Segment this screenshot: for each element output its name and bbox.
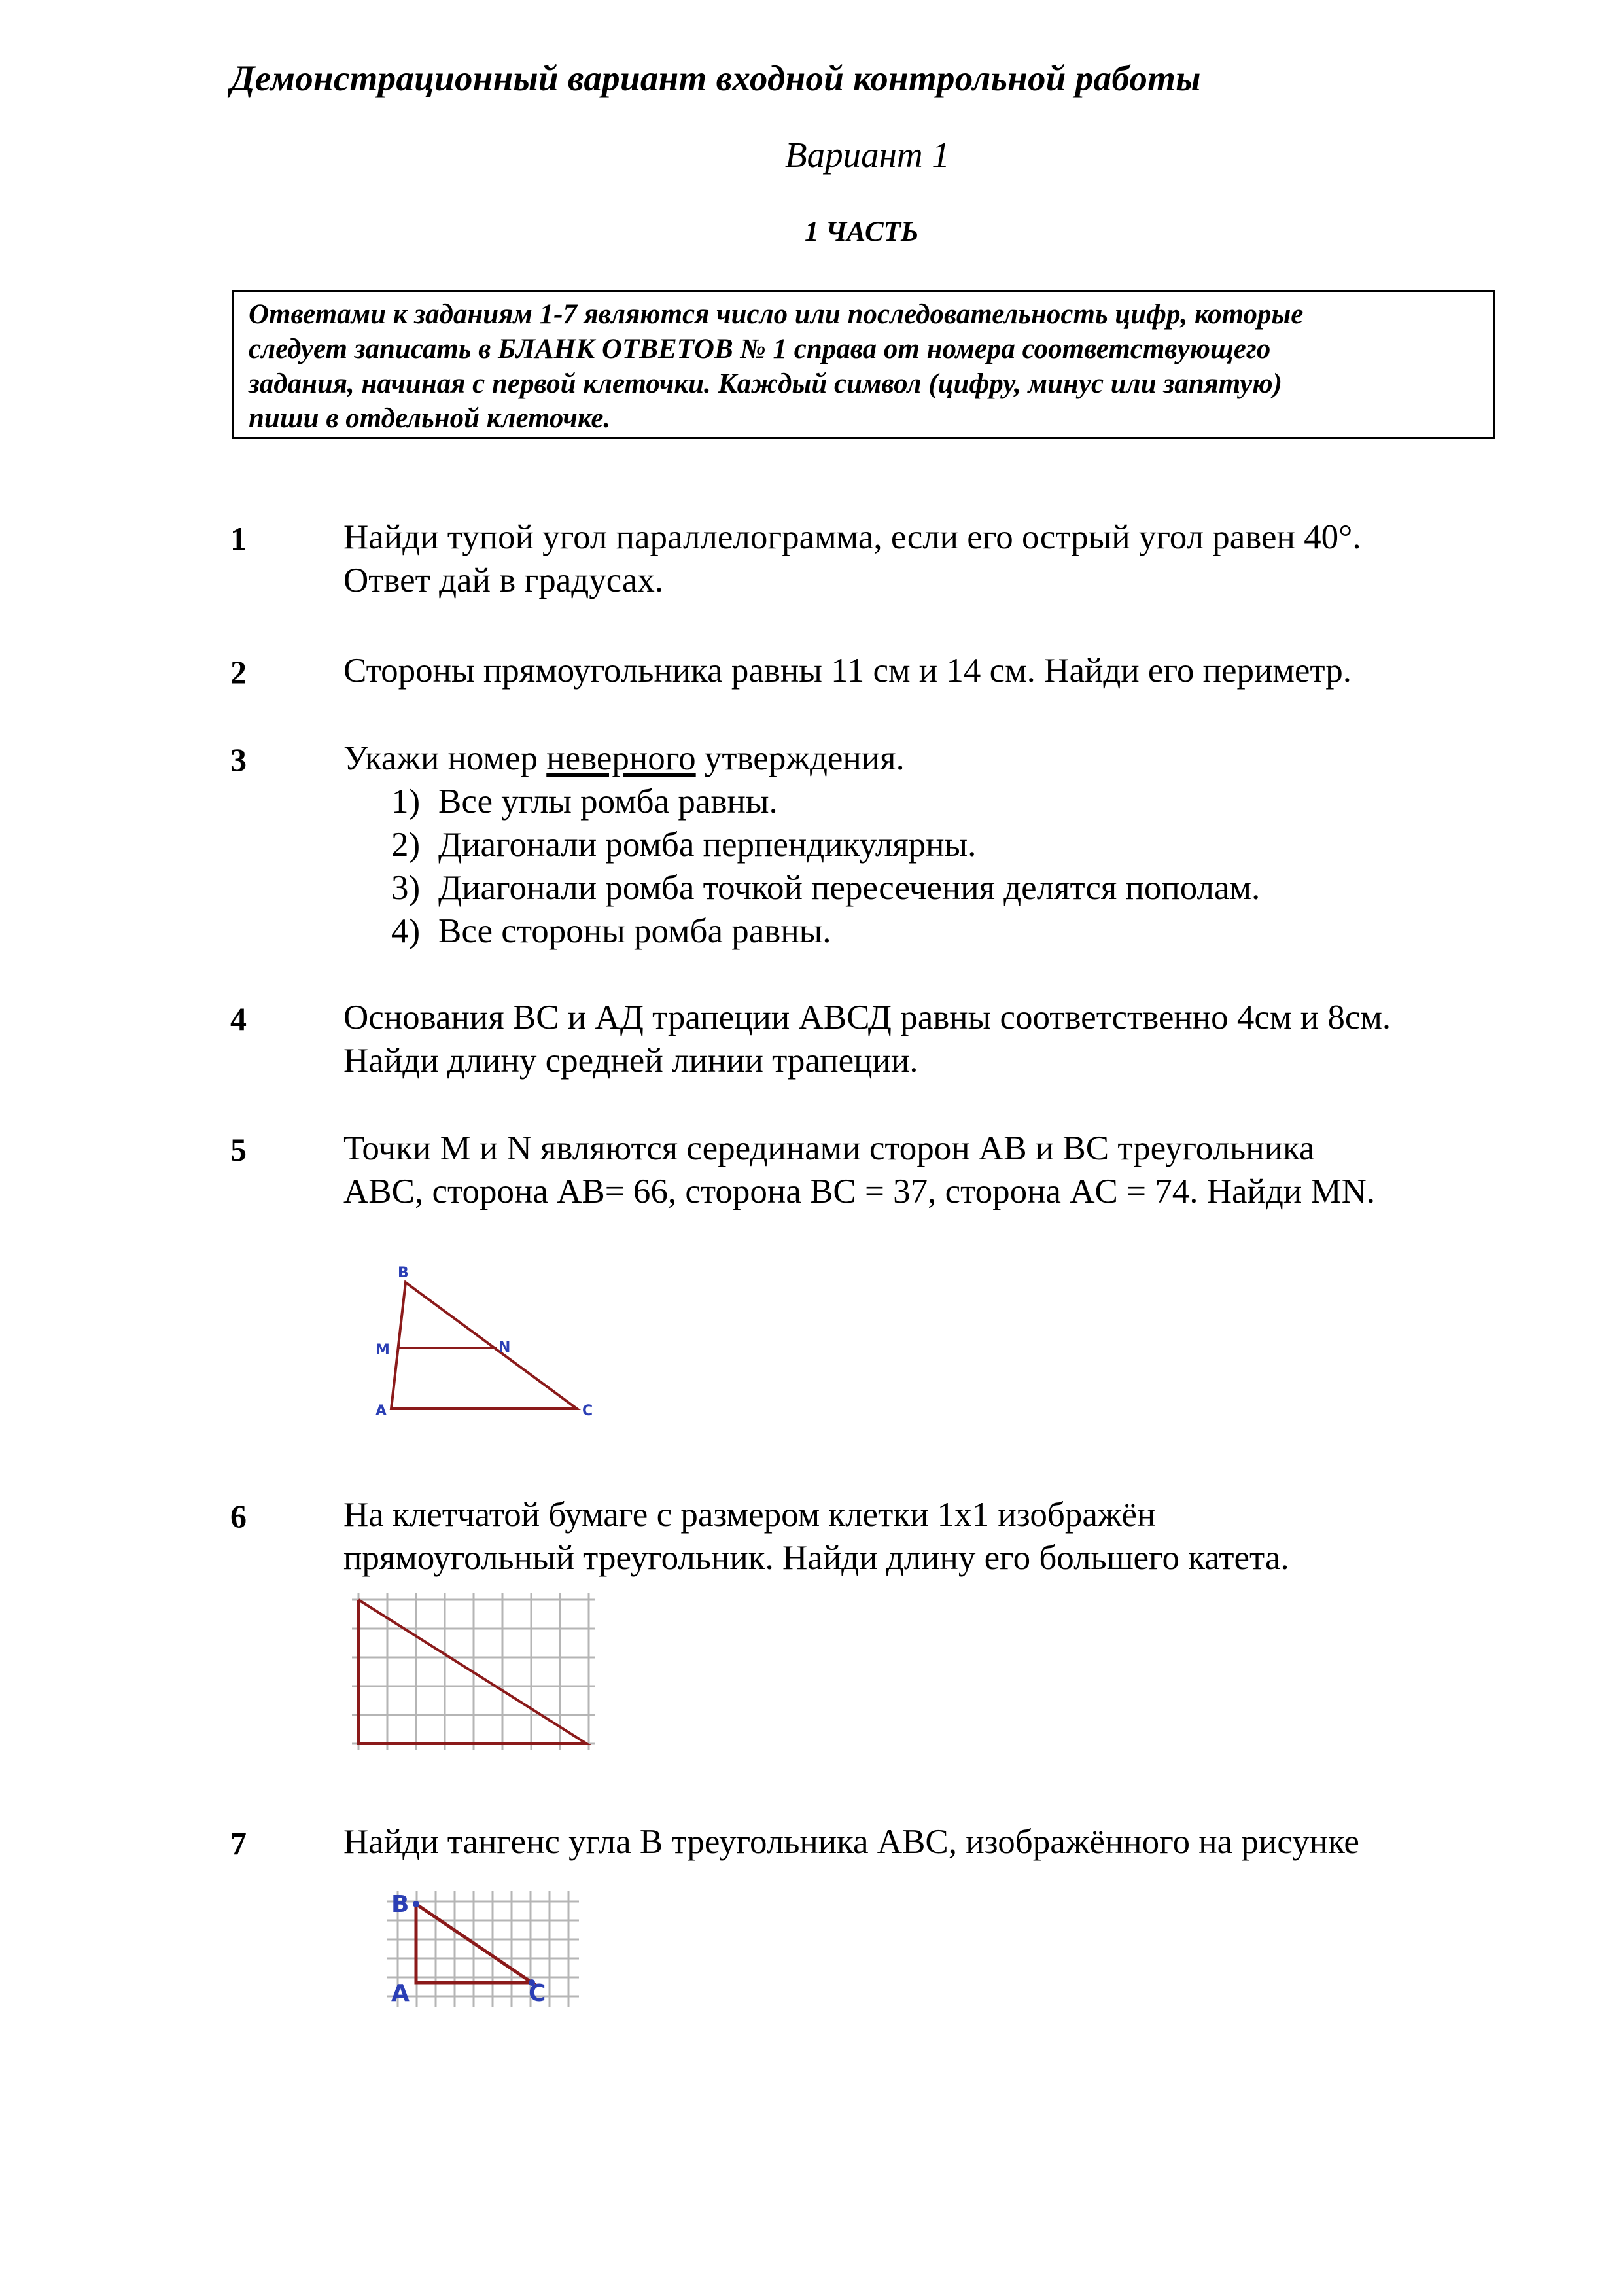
question-number-7: 7: [230, 1825, 247, 1862]
option-text: Все углы ромба равны.: [438, 783, 778, 821]
question-line: На клетчатой бумаге с размером клетки 1x1 изображён: [343, 1496, 1156, 1534]
label-m: M: [375, 1342, 390, 1358]
question-number-5: 5: [230, 1131, 247, 1168]
label-a: A: [375, 1403, 387, 1419]
label-c: C: [529, 1980, 546, 2007]
instructions-line: задания, начиная с первой клеточки. Каждый символ (цифру, минус или запятую): [249, 368, 1282, 399]
question-line: прямоугольный треугольник. Найди длину его большего катета.: [343, 1539, 1289, 1577]
question-line: Найди тупой угол параллелограмма, если его острый угол равен 40°.: [343, 518, 1361, 556]
instructions-line: следует записать в БЛАНК ОТВЕТОВ № 1 справа от номера соответствующего: [249, 334, 1271, 364]
vertex-b: [413, 1901, 419, 1907]
option-number: 3): [391, 869, 421, 907]
label-b: B: [391, 1891, 410, 1918]
question-line: Стороны прямоугольника равны 11 см и 14 см. Найди его периметр.: [343, 652, 1352, 690]
instructions-line: Ответами к заданиям 1-7 являются число или последовательность цифр, которые: [249, 299, 1304, 330]
instructions-line: пиши в отдельной клеточке.: [249, 403, 611, 434]
label-c: C: [582, 1403, 593, 1419]
label-b: B: [398, 1265, 409, 1281]
variant-heading: Вариант 1: [785, 135, 950, 175]
question-number-1: 1: [230, 520, 247, 557]
question-line: Основания ВС и АД трапеции АВСД равны соответственно 4см и 8см.: [343, 998, 1391, 1036]
question-number-3: 3: [230, 741, 247, 778]
question-line: Найди тангенс угла B треугольника ABC, изображённого на рисунке: [343, 1823, 1359, 1861]
label-a: A: [391, 1980, 410, 2007]
question-line: ABC, сторона AB= 66, сторона BC = 37, сторона AC = 74. Найди MN.: [343, 1173, 1376, 1210]
option-number: 4): [391, 912, 421, 950]
document-title: Демонстрационный вариант входной контрольной работы: [230, 58, 1201, 98]
label-n: N: [498, 1339, 511, 1356]
question-3-underlined-word: неверного: [546, 739, 696, 777]
part-heading: 1 ЧАСТЬ: [805, 217, 919, 247]
option-text: Диагонали ромба точкой пересечения делятся пополам.: [438, 869, 1261, 907]
question-3-suffix: утверждения.: [695, 739, 905, 777]
question-line: Найди длину средней линии трапеции.: [343, 1042, 918, 1080]
question-number-4: 4: [230, 1000, 247, 1037]
question-number-2: 2: [230, 654, 247, 690]
option-number: 1): [391, 783, 421, 821]
question-line: Точки M и N являются серединами сторон AB и BC треугольника: [343, 1129, 1315, 1167]
option-text: Диагонали ромба перпендикулярны.: [438, 826, 977, 864]
option-number: 2): [391, 826, 421, 864]
question-line: Ответ дай в градусах.: [343, 561, 664, 599]
question-3-prefix: Укажи номер: [343, 739, 547, 777]
question-number-6: 6: [230, 1498, 247, 1534]
option-text: Все стороны ромба равны.: [438, 912, 831, 950]
